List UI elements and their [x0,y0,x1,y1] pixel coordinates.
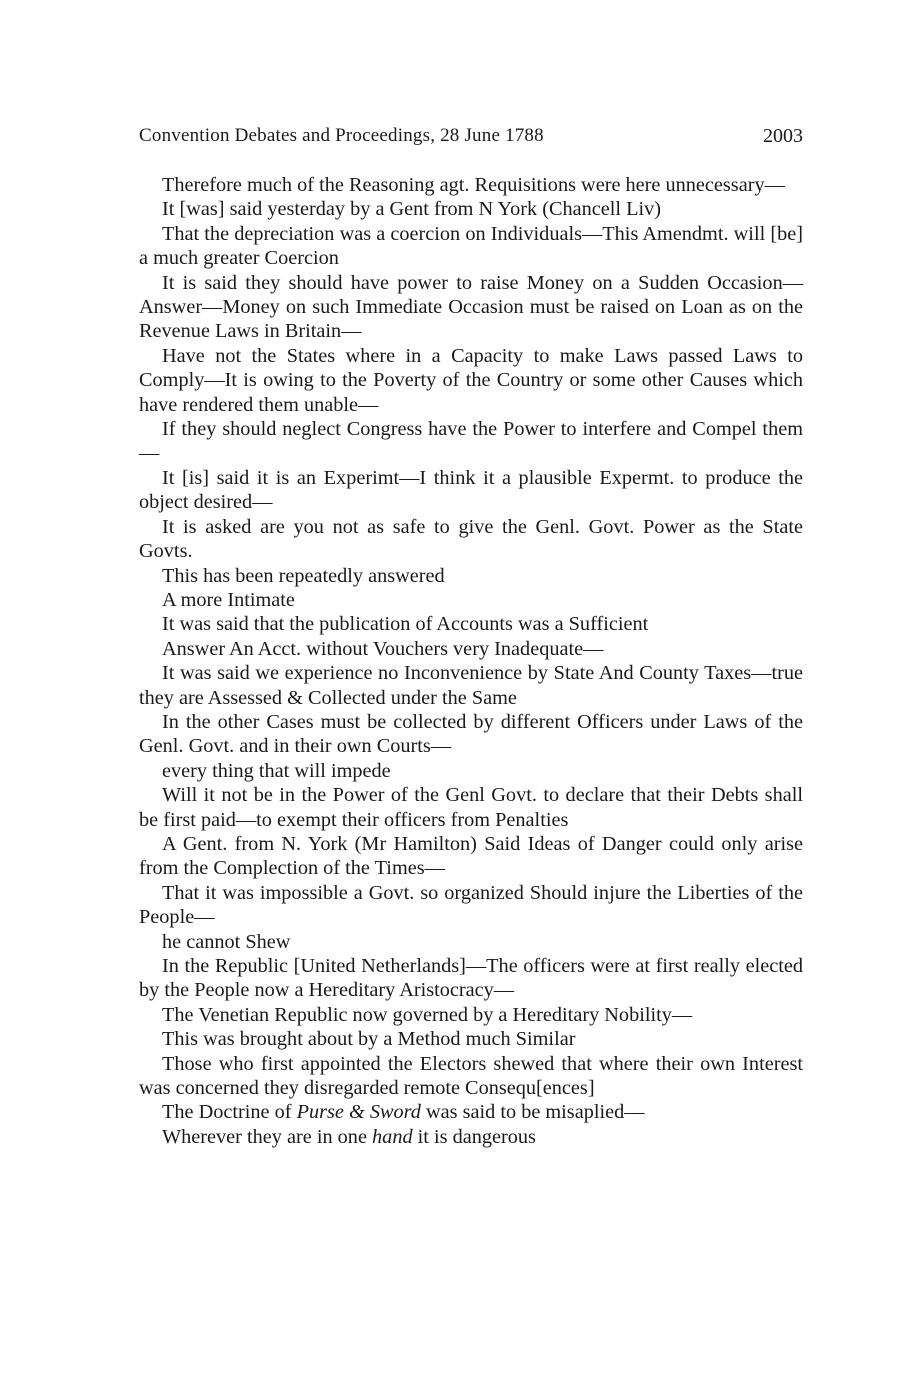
italic-word: hand [372,1125,413,1148]
paragraph: The Venetian Republic now governed by a Hereditary Nobility— [162,1003,693,1026]
body-text [139,173,803,1149]
paragraph: If they should neglect Congress have the Power to interfere and Compel them— [139,418,803,465]
paragraph: This has been repeatedly answered [162,564,445,587]
running-head: Convention Debates and Proceedings, 28 June 1788 [139,125,544,146]
paragraph: It was said we experience no Inconvenience by State And County Taxes—true they are Assessed & Collected under the Same [139,662,803,709]
paragraph: Will it not be in the Power of the Genl Govt. to declare that their Debts shall be first paid—to exempt their officers from Penalties [139,784,803,831]
paragraph: In the other Cases must be collected by different Officers under Laws of the Genl. Govt. and in their own Courts— [139,710,803,758]
paragraph: Answer An Acct. without Vouchers very Inadequate— [162,637,604,660]
paragraph: Have not the States where in a Capacity to make Laws passed Laws to Comply—It is owing to the Poverty of the Country or some other Causes which have rendered them unable— [139,344,803,416]
paragraph: every thing that will impede [162,759,391,782]
text-run: The Doctrine of [162,1101,297,1124]
page-number: 2003 [763,125,803,147]
paragraph: This was brought about by a Method much Similar [162,1028,576,1051]
paragraph: That it was impossible a Govt. so organized Should injure the Liberties of the People— [139,881,803,929]
paragraph-purse-and-sword [139,1100,803,1124]
paragraph: A Gent. from N. York (Mr Hamilton) Said Ideas of Danger could only arise from the Complection of the Times— [139,832,803,880]
paragraph: A more Intimate [162,588,295,611]
paragraph: It [is] said it is an Experimt—I think it a plausible Expermt. to produce the object desired— [139,466,803,514]
text-run: Wherever they are in one [162,1125,373,1148]
paragraph: Therefore much of the Reasoning agt. Requisitions were here unnecessary— [162,174,785,196]
text-run: it is dangerous [412,1125,536,1148]
italic-phrase: Purse & Sword [296,1101,421,1124]
paragraph-one-hand [139,1125,803,1149]
paragraph: It [was] said yesterday by a Gent from N York (Chancell Liv) [162,198,662,221]
paragraph: Those who first appointed the Electors shewed that where their own Interest was concerned they disregarded remote Consequ[ences] [139,1052,803,1100]
paragraph: It is asked are you not as safe to give the Genl. Govt. Power as the State Govts. [139,515,803,563]
paragraph: he cannot Shew [162,930,291,953]
paragraph: That the depreciation was a coercion on Individuals—This Amendmt. will [be] a much greater Coercion [139,222,803,270]
page-header [139,122,803,150]
paragraph: In the Republic [United Netherlands]—The officers were at first really elected by the People now a Hereditary Aristocracy— [139,955,803,1002]
text-run: was said to be misaplied— [420,1101,645,1124]
paragraph: It is said they should have power to raise Money on a Sudden Occasion—Answer—Money on such Immediate Occasion must be raised on Loan as on the Revenue Laws in Britain— [139,271,803,343]
paragraph: It was said that the publication of Accounts was a Sufficient [162,613,649,636]
